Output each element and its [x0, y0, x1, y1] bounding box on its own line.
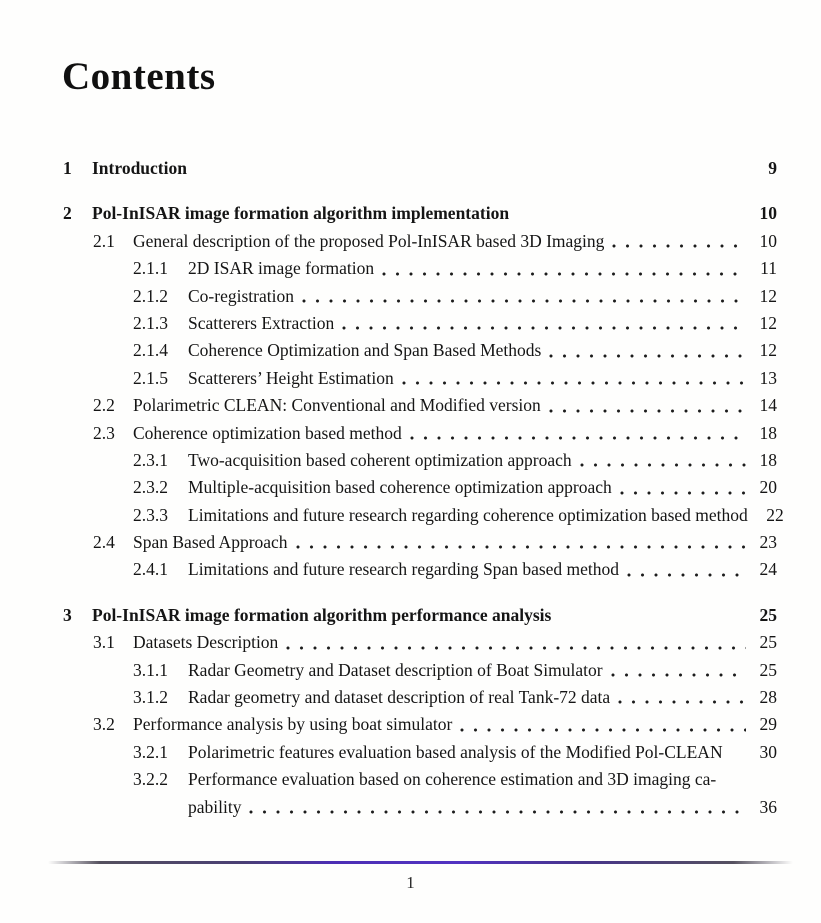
page-title: Contents — [62, 55, 216, 99]
toc-entry-page: 23 — [759, 532, 777, 553]
toc-entry-continuation[interactable] — [63, 794, 777, 821]
toc-leader-dots — [299, 283, 746, 310]
toc-entry-page: 24 — [759, 559, 777, 580]
toc-entry-title: General description of the proposed Pol-InISAR based 3D Imaging — [133, 230, 605, 251]
toc-entry-page: 10 — [759, 230, 777, 251]
toc-entry-page: 12 — [759, 312, 777, 333]
toc-entry-number: 2.3.2 — [133, 477, 168, 498]
toc-entry-page: 9 — [768, 158, 777, 178]
toc-entry-page: 12 — [759, 340, 777, 361]
toc-entry-page: 18 — [759, 422, 777, 443]
toc-entry-title: Multiple-acquisition based coherence optimization approach — [188, 477, 612, 498]
toc-entry-page: 22 — [766, 504, 784, 525]
toc-entry-title: Introduction — [92, 158, 187, 178]
toc-leader-dots — [283, 629, 746, 656]
toc-entry-title: Polarimetric features evaluation based analysis of the Modified Pol-CLEAN — [188, 741, 723, 762]
toc-entry-page: 18 — [759, 449, 777, 470]
toc-entry-number: 2.1.5 — [133, 367, 168, 388]
toc-leader-gap — [556, 602, 746, 629]
table-of-contents — [63, 137, 784, 821]
toc-leader-dots — [546, 337, 746, 364]
toc-entry-page: 36 — [759, 796, 777, 817]
toc-entry-page: 25 — [759, 632, 777, 653]
toc-entry[interactable] — [63, 739, 777, 766]
toc-leader-dots — [399, 365, 746, 392]
toc-leader-dots — [339, 310, 746, 337]
toc-entry-number: 3.2 — [93, 714, 115, 735]
toc-entry-number: 3 — [63, 604, 72, 625]
toc-entry-number: 1 — [63, 158, 72, 178]
toc-entry-number: 2.4.1 — [133, 559, 168, 580]
toc-entry-title: Span Based Approach — [133, 532, 288, 553]
toc-entry[interactable] — [63, 392, 777, 419]
toc-leader-gap — [192, 155, 746, 182]
toc-entry-title: Co-registration — [188, 285, 294, 306]
toc-entry[interactable] — [63, 502, 784, 529]
toc-entry-number: 3.1 — [93, 632, 115, 653]
toc-entry-title: Performance analysis by using boat simulator — [133, 714, 453, 735]
toc-leader-gap — [728, 739, 746, 766]
toc-entry[interactable] — [63, 711, 777, 738]
toc-entry-page: 10 — [759, 203, 777, 224]
toc-leader-dots — [457, 711, 746, 738]
toc-leader-dots — [608, 657, 746, 684]
footer-separator-rule — [48, 861, 793, 864]
toc-entry[interactable] — [63, 337, 777, 364]
toc-leader-dots — [609, 228, 746, 255]
toc-entry[interactable] — [63, 766, 777, 793]
toc-leader-dots — [615, 684, 746, 711]
toc-entry[interactable] — [63, 228, 777, 255]
toc-leader-dots — [407, 420, 746, 447]
toc-leader-dots — [246, 794, 746, 821]
toc-entry-title: Polarimetric CLEAN: Conventional and Modified version — [133, 395, 541, 416]
toc-entry-page: 25 — [759, 604, 777, 625]
toc-entry-number: 2.1.2 — [133, 285, 168, 306]
toc-entry-title-line2: pability — [188, 796, 242, 817]
toc-leader-dots — [379, 255, 746, 282]
toc-entry-title: Two-acquisition based coherent optimization approach — [188, 449, 572, 470]
toc-entry[interactable] — [63, 529, 777, 556]
toc-entry-title: Radar Geometry and Dataset description of Boat Simulator — [188, 659, 603, 680]
toc-entry-number: 3.1.2 — [133, 687, 168, 708]
toc-entry-page: 14 — [759, 395, 777, 416]
toc-entry-title: Scatterers’ Height Estimation — [188, 367, 394, 388]
toc-entry-title: Pol-InISAR image formation algorithm performance analysis — [92, 604, 552, 625]
toc-entry-title: Performance evaluation based on coherence estimation and 3D imaging ca- — [188, 769, 717, 790]
toc-entry-title: Limitations and future research regarding coherence optimization based method — [188, 504, 748, 525]
toc-entry[interactable] — [63, 447, 777, 474]
toc-entry[interactable] — [63, 657, 777, 684]
toc-entry[interactable] — [63, 200, 777, 227]
toc-entry-number: 2.1.1 — [133, 258, 168, 279]
toc-entry-title: Radar geometry and dataset description of real Tank-72 data — [188, 687, 611, 708]
toc-entry-page: 20 — [759, 477, 777, 498]
toc-entry-title: 2D ISAR image formation — [188, 258, 375, 279]
toc-entry-page: 25 — [759, 659, 777, 680]
toc-entry-title: Pol-InISAR image formation algorithm implementation — [92, 203, 510, 224]
toc-entry-number: 3.1.1 — [133, 659, 168, 680]
toc-entry[interactable] — [63, 602, 777, 629]
toc-entry-page: 28 — [759, 687, 777, 708]
footer-page-number: 1 — [406, 873, 415, 892]
toc-leader-dots — [624, 556, 746, 583]
toc-entry-number: 2.1.3 — [133, 312, 168, 333]
toc-entry-number: 3.2.2 — [133, 769, 168, 790]
toc-leader-dots — [546, 392, 746, 419]
toc-entry-number: 2.1 — [93, 230, 115, 251]
toc-entry-title: Datasets Description — [133, 632, 279, 653]
toc-entry-page: 12 — [759, 285, 777, 306]
toc-entry-number: 3.2.1 — [133, 741, 168, 762]
toc-leader-dots — [293, 529, 746, 556]
toc-entry-number: 2.4 — [93, 532, 115, 553]
toc-entry-page: 13 — [759, 367, 777, 388]
toc-entry-title: Scatterers Extraction — [188, 312, 335, 333]
toc-entry-page: 11 — [760, 258, 777, 279]
toc-entry[interactable] — [63, 629, 777, 656]
toc-entry[interactable] — [63, 684, 777, 711]
toc-entry[interactable] — [63, 556, 777, 583]
toc-entry-number: 2.3.3 — [133, 504, 168, 525]
toc-leader-dots — [617, 474, 746, 501]
toc-entry-number: 2.3.1 — [133, 449, 168, 470]
toc-entry-number: 2 — [63, 203, 72, 224]
toc-entry[interactable] — [63, 310, 777, 337]
toc-entry-page: 30 — [759, 741, 777, 762]
toc-entry-title: Coherence Optimization and Span Based Methods — [188, 340, 542, 361]
toc-entry-number: 2.1.4 — [133, 340, 168, 361]
toc-entry[interactable] — [63, 365, 777, 392]
toc-leader-dots — [577, 447, 746, 474]
toc-entry[interactable] — [63, 420, 777, 447]
toc-entry[interactable] — [63, 155, 777, 182]
toc-leader-gap — [514, 200, 746, 227]
toc-entry-page: 29 — [759, 714, 777, 735]
toc-entry[interactable] — [63, 255, 777, 282]
toc-entry-number: 2.2 — [93, 395, 115, 416]
toc-entry-title: Limitations and future research regarding Span based method — [188, 559, 620, 580]
toc-entry[interactable] — [63, 283, 777, 310]
toc-entry-title: Coherence optimization based method — [133, 422, 402, 443]
toc-entry-number: 2.3 — [93, 422, 115, 443]
toc-entry[interactable] — [63, 474, 777, 501]
